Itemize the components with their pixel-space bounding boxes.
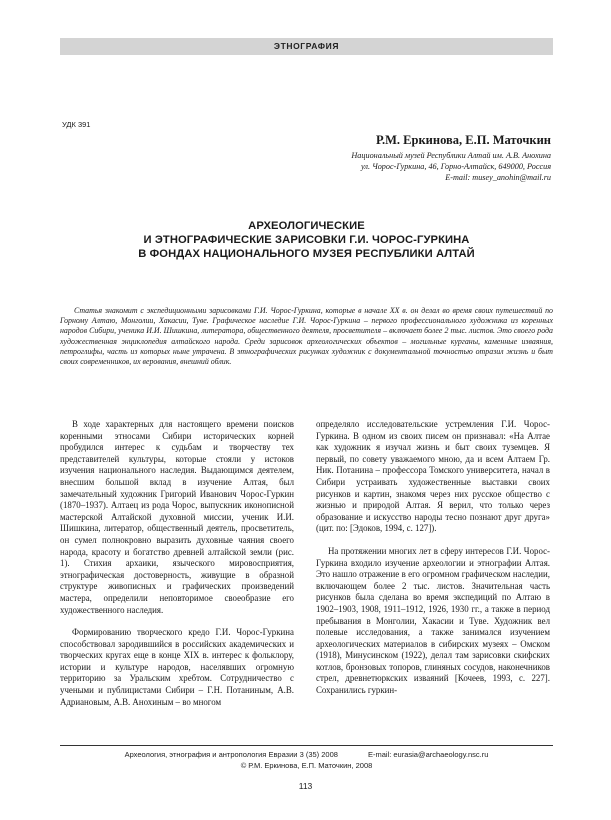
footer-divider: [60, 745, 553, 746]
author-email: E-mail: musey_anohin@mail.ru: [445, 173, 551, 182]
title-line: АРХЕОЛОГИЧЕСКИЕ: [248, 220, 365, 232]
section-header: [60, 38, 553, 55]
footer: [60, 749, 553, 771]
title-line: В ФОНДАХ НАЦИОНАЛЬНОГО МУЗЕЯ РЕСПУБЛИКИ АЛТАЙ: [138, 248, 475, 260]
title-line: И ЭТНОГРАФИЧЕСКИЕ ЗАРИСОВКИ Г.И. ЧОРОС-ГУРКИНА: [143, 234, 470, 246]
abstract: Статья знакомит с экспедиционными зарисовками Г.И. Чорос-Гуркина, которые в начале XX в. он делал во время своих путешествий по Горному Алтаю, Монголии, Хакасии, Туве. Графическое наследие Г.И. Чорос-Гуркина – первого профессионального художника из коренных народов Сибири, ученика И.И. Шишкина, литератора, общественного деятеля, просветителя – включает более 2 тыс. листов. Это своего рода художественная энциклопедия алтайского народа. Среди зарисовок археологических объектов – могильные курганы, каменные изваяния, петроглифы, часть из которых ныне утрачена. В этнографических рисунках художник с документальной точностью отразил жизнь и быт своих современников, их верования, внешний облик.: [60, 306, 553, 367]
copyright: © Р.М. Еркинова, Е.П. Маточкин, 2008: [240, 761, 373, 770]
affiliation-line: ул. Чорос-Гуркина, 46, Горно-Алтайск, 649000, Россия: [361, 162, 551, 171]
paragraph: На протяжении многих лет в сферу интересов Г.И. Чорос-Гуркина входило изучение археологии и этнографии Алтая. Это нашло отражение в его огромном графическом наследии, включающем более 2 тыс. листов. Значительная часть рисунков была сделана во время экспедиций по Алтаю в 1902–1903, 1908, 1911–1912, 1926, 1930 гг., а также в период пребывания в Монголии, Хакасии и Туве. Художник вел полевые исследования, а также занимался изучением археологических материалов в сибирских музеях – Омском (1918), Минусинском (1922), делал там зарисовки скифских котлов, бронзовых топоров, глиняных сосудов, наконечников стрел, древнетюркских изваяний [Кочеев, 1993, с. 227]. Сохранились гуркин-: [316, 545, 550, 696]
journal-citation: Археология, этнография и антропология Евразии 3 (35) 2008: [124, 750, 338, 759]
author-affiliation: [251, 150, 551, 183]
author-names: Р.М. Еркинова, Е.П. Маточкин: [375, 133, 551, 147]
page-number: 113: [298, 781, 313, 791]
section-label: ЭТНОГРАФИЯ: [273, 41, 340, 51]
journal-email: E-mail: eurasia@archaeology.nsc.ru: [367, 750, 489, 759]
footer-journal-line: [60, 749, 553, 760]
affiliation-line: Национальный музей Республики Алтай им. А.В. Анохина: [351, 151, 551, 160]
body-column-right: [316, 419, 550, 697]
body-column-left: [60, 419, 294, 708]
article-title: [60, 219, 553, 261]
paragraph: определяло исследовательские устремления Г.И. Чорос-Гуркина. В одном из своих писем он признавал: «На Алтае как художник я изучал жизнь и быт своих туземцев. Я первый, по совету уважаемого мною, да и всем Алтаем Гр. Ник. Потанина – профессора Томского университета, начал в Сибири устраивать художественные выставки своих рисунков и картин, знакомя через них русское общество с жизнью и природой Алтая. Я верил, что только через образование и искусство народы тесно познают друг друга» (цит. по: [Эдоков, 1994, с. 127]).: [316, 419, 550, 534]
paragraph: В ходе характерных для настоящего времени поисков коренными этносами Сибири исторических корней пробудился интерес к судьбам и творчеству тех представителей культуры, которые стояли у истоков изучения национального наследия. Выдающимся деятелем, внесшим большой вклад в изучение Алтая, был замечательный художник Григорий Иванович Чорос-Гуркин (1870–1937). Алтаец из рода Чорос, выпускник иконописной мастерской Алтайской духовной миссии, ученик И.И. Шишкина, литератор, общественный деятель, просветитель, он сумел полнокровно выразить духовные чаяния своего народа, красоту и богатство древней алтайской земли (рис. 1). Стихия архаики, языческого мировосприятия, этнографическая достоверность, живущие в образной структуре живописных и графических произведений мастера, определили неповторимое своеобразие его художественного наследия.: [60, 419, 294, 615]
udk-code: УДК 391: [62, 120, 91, 129]
paragraph: Формированию творческого кредо Г.И. Чорос-Гуркина способствовал зародившийся в российских академических и творческих кругах еще в конце XIX в. интерес к фольклору, истории и культуре народов, населявших огромную территорию за Уральским хребтом. Сотрудничество с учеными и публицистами Сибири – Г.Н. Потаниным, А.В. Адриановым, А.В. Анохиным – во многом: [60, 627, 294, 707]
